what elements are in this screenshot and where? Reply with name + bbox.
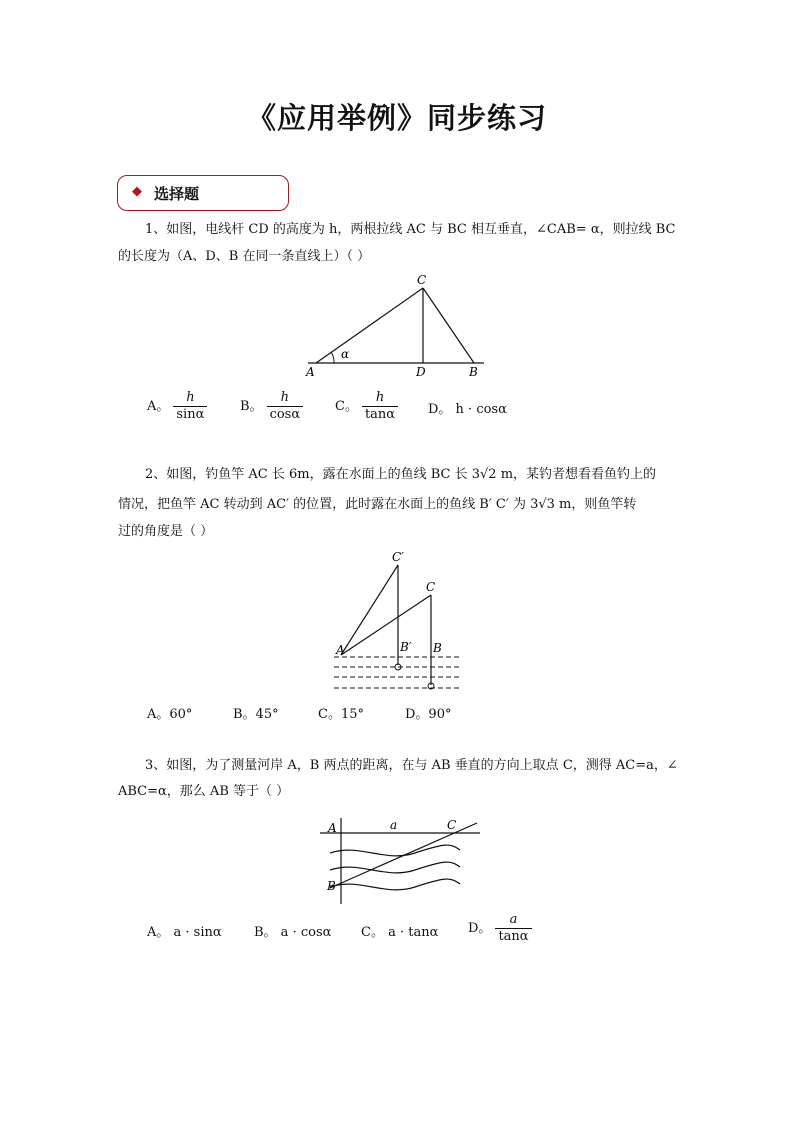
- q2-option-d[interactable]: D。90°: [405, 707, 452, 722]
- q2-figure: [330, 548, 470, 698]
- q3-label-a-length: a: [390, 818, 398, 832]
- q1-text-line2: 的长度为（A、D、B 在同一条直线上）（ ）: [118, 249, 371, 264]
- q2-text-line3: 过的角度是（ ）: [118, 524, 214, 539]
- q3-label-c: C: [447, 818, 457, 832]
- q2-label-c-prime: C′: [392, 550, 404, 564]
- q1-label-alpha: α: [341, 347, 350, 361]
- q1-figure: [300, 270, 500, 380]
- q3-option-a[interactable]: A。 a · sinα: [147, 925, 222, 940]
- q1-option-a-num: h: [173, 390, 207, 407]
- q2-text-line1: 2、如图，钓鱼竿 AC 长 6m，露在水面上的鱼线 BC 长 3√2 m，某钓者想看看鱼钓上的: [145, 467, 657, 482]
- q2-option-a[interactable]: A。60°: [147, 707, 193, 722]
- section-header: [117, 175, 289, 211]
- q3-label-a: A: [328, 821, 337, 835]
- q1-option-c-num: h: [362, 390, 398, 407]
- section-label: 选择题: [154, 185, 200, 203]
- q1-option-a-fraction: [173, 390, 207, 423]
- q1-option-c-prefix: C。: [335, 399, 358, 414]
- q1-text-line1: 1、如图，电线杆 CD 的高度为 h，两根拉线 AC 与 BC 相互垂直，∠CAB= α，则拉线 BC: [145, 222, 676, 237]
- q3-option-d-prefix: D。: [468, 921, 492, 936]
- q2-label-c: C: [426, 580, 436, 594]
- q2-label-b: B: [433, 641, 442, 655]
- q1-option-c-fraction: [362, 390, 398, 423]
- q1-option-b-den: cosα: [269, 407, 301, 422]
- q1-angle-arc: [331, 352, 334, 363]
- q2-label-b-prime: B′: [400, 640, 412, 654]
- q3-option-c[interactable]: C。 a · tanα: [361, 925, 439, 940]
- q3-text-line2: ABC=α，那么 AB 等于（ ）: [118, 784, 290, 799]
- q1-option-b[interactable]: [240, 390, 303, 423]
- q2-label-a: A: [336, 643, 345, 657]
- q2-option-c[interactable]: C。15°: [318, 707, 364, 722]
- q2-text-line2: 情况，把鱼竿 AC 转动到 AC′ 的位置，此时露在水面上的鱼线 B′ C′ 为 3√3 m，则鱼竿转: [118, 497, 637, 512]
- q1-line-ac: [316, 288, 423, 363]
- q1-label-b: B: [469, 365, 478, 379]
- q1-option-a-prefix: A。: [147, 399, 170, 414]
- q3-figure: [310, 810, 485, 910]
- q1-label-d: D: [416, 365, 426, 379]
- q1-option-c[interactable]: [335, 390, 398, 423]
- q3-river-wave-1: [330, 845, 460, 856]
- q1-option-c-den: tanα: [364, 407, 396, 422]
- q3-river-wave-3: [330, 879, 460, 890]
- q1-option-b-num: h: [267, 390, 304, 407]
- q2-rod-ac-prime: [341, 565, 398, 655]
- q3-option-d-den: tanα: [498, 929, 529, 944]
- q1-option-a[interactable]: [147, 390, 207, 423]
- q3-option-d[interactable]: [468, 912, 532, 945]
- q3-option-b[interactable]: B。 a · cosα: [254, 925, 332, 940]
- q1-option-b-fraction: [267, 390, 304, 423]
- q1-option-a-den: sinα: [176, 407, 205, 422]
- q2-rod-ac: [341, 595, 431, 655]
- q3-label-b: B: [327, 879, 336, 893]
- q1-option-d[interactable]: D。 h · cosα: [428, 402, 507, 417]
- q1-label-a: A: [306, 365, 315, 379]
- q2-option-b[interactable]: B。45°: [233, 707, 279, 722]
- q3-river-wave-2: [330, 862, 460, 873]
- q1-option-b-prefix: B。: [240, 399, 263, 414]
- q3-option-d-num: a: [495, 912, 531, 929]
- diamond-icon: ◆: [132, 184, 142, 199]
- q3-option-d-fraction: [495, 912, 531, 945]
- q1-label-c: C: [417, 273, 427, 287]
- q1-line-bc: [423, 288, 474, 363]
- page-title: 《应用举例》同步练习: [246, 101, 547, 135]
- q3-text-line1: 3、如图，为了测量河岸 A，B 两点的距离，在与 AB 垂直的方向上取点 C，测得 AC=a，∠: [145, 758, 678, 773]
